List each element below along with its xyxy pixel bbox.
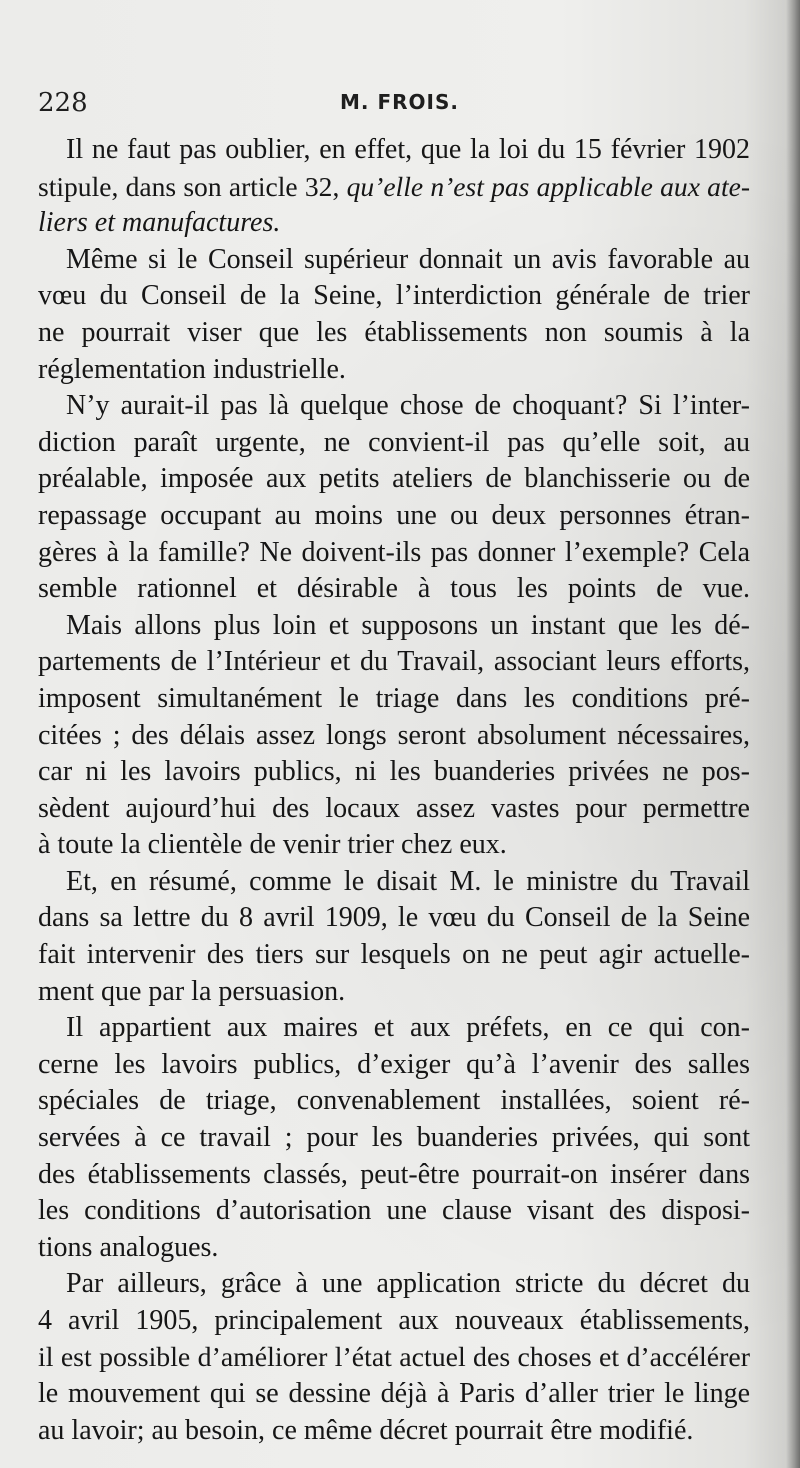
paragraph-6: [38, 1010, 750, 1266]
text-line: semble rationnel et désirable à tous les points de vue.: [38, 573, 750, 605]
text-line: servées à ce travail ; pour les buanderies privées, qui sont: [38, 1122, 750, 1154]
page-number: 228: [38, 88, 88, 118]
text-line: Mais allons plus loin et supposons un instant que les dé-: [66, 609, 750, 641]
text-line: réglementation industrielle.: [38, 353, 346, 385]
text-line: Par ailleurs, grâce à une application stricte du décret du: [66, 1268, 750, 1300]
text-line: tions analogues.: [38, 1231, 219, 1263]
text-line: à toute la clientèle de venir trier chez eux.: [38, 829, 507, 861]
text-line: citées ; des délais assez longs seront absolument nécessaires,: [38, 719, 750, 751]
text-line: partements de l’Intérieur et du Travail, associant leurs efforts,: [38, 646, 750, 678]
paragraph-1: [38, 132, 750, 242]
text-line: ment que par la persuasion.: [38, 975, 346, 1007]
text-line: sèdent aujourd’hui des locaux assez vastes pour permettre: [38, 792, 750, 824]
text-line: Même si le Conseil supérieur donnait un avis favorable au: [66, 243, 750, 275]
paragraph-5: [38, 864, 750, 1010]
text-line: préalable, imposée aux petits ateliers de blanchisserie ou de: [38, 463, 750, 495]
text-line: liers et manufactures.: [38, 207, 281, 239]
body-text: [38, 132, 750, 1449]
page-binding-shadow: [786, 0, 800, 1468]
text-line: dans sa lettre du 8 avril 1909, le vœu du Conseil de la Seine: [38, 902, 750, 934]
italic-quote: qu’elle n’est pas applicable aux ate-: [346, 170, 750, 202]
text-line: le mouvement qui se dessine déjà à Paris d’aller trier le linge: [38, 1378, 750, 1410]
paragraph-3: [38, 388, 750, 608]
paragraph-7: [38, 1266, 750, 1449]
text-line: 4 avril 1905, principalement aux nouveaux établissements,: [38, 1305, 750, 1336]
text-line: Et, en résumé, comme le disait M. le ministre du Travail: [66, 865, 750, 897]
text-line-roman: stipule, dans son article 32,: [38, 170, 340, 202]
text-line: les conditions d’autorisation une clause visant des disposi-: [38, 1195, 750, 1227]
text-line: spéciales de triage, convenablement installées, soient ré-: [38, 1085, 750, 1117]
text-line: diction paraît urgente, ne convient-il pas qu’elle soit, au: [38, 426, 750, 458]
text-line: N’y aurait-il pas là quelque chose de choquant? Si l’inter-: [66, 390, 750, 422]
text-line: ne pourrait viser que les établissements non soumis à la: [38, 316, 750, 348]
paragraph-2: [38, 242, 750, 388]
text-line: [38, 169, 750, 206]
text-line: car ni les lavoirs publics, ni les buanderies privées ne pos-: [38, 756, 750, 788]
text-line: repassage occupant au moins une ou deux personnes étran-: [38, 499, 750, 531]
text-line: Il appartient aux maires et aux préfets, en ce qui con-: [66, 1012, 750, 1044]
text-line: vœu du Conseil de la Seine, l’interdiction générale de trier: [38, 280, 750, 312]
text-line: Il ne faut pas oublier, en effet, que la loi du 15 février 1902: [66, 134, 750, 165]
text-line: imposent simultanément le triage dans les conditions pré-: [38, 682, 750, 714]
text-line: des établissements classés, peut-être pourrait-on insérer dans: [38, 1158, 750, 1190]
running-head: M. FROIS.: [340, 90, 459, 114]
text-line: fait intervenir des tiers sur lesquels on ne peut agir actuelle-: [38, 939, 750, 971]
text-line: il est possible d’améliorer l’état actuel des choses et d’accélérer: [38, 1341, 750, 1373]
paragraph-4: [38, 608, 750, 864]
page-header: [38, 88, 758, 124]
text-line: cerne les lavoirs publics, d’exiger qu’à l’avenir des salles: [38, 1048, 750, 1080]
text-line: au lavoir; au besoin, ce même décret pourrait être modifié.: [38, 1414, 694, 1446]
text-line: gères à la famille? Ne doivent-ils pas donner l’exemple? Cela: [38, 536, 750, 568]
